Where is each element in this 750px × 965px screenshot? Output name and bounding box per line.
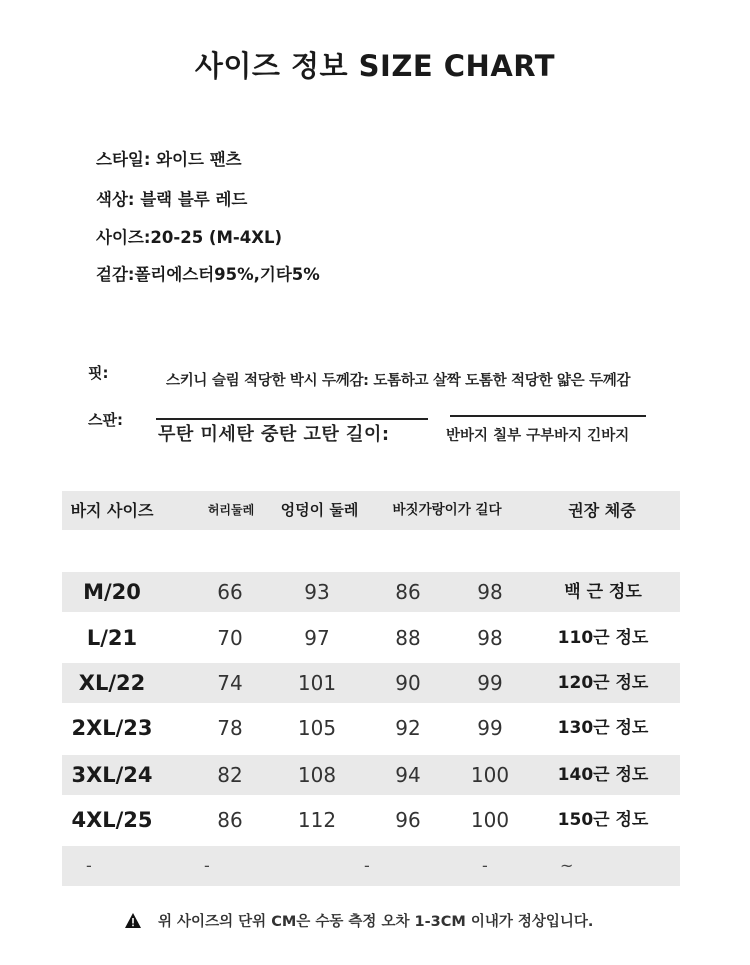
hip-cell: 101	[297, 671, 337, 695]
blank-cell: ~	[560, 856, 574, 875]
size-cell: 2XL/23	[71, 716, 153, 740]
header-weight: 권장 체중	[568, 501, 636, 520]
length-cell-2: 98	[477, 626, 503, 650]
table-header	[62, 491, 680, 530]
length-cell-2: 100	[470, 808, 510, 832]
waist-cell: 66	[217, 580, 243, 604]
blank-cell: -	[204, 856, 210, 875]
weight-cell: 130근 정도	[557, 718, 649, 738]
waist-cell: 82	[217, 763, 243, 787]
fit-label: 핏:	[88, 364, 109, 382]
page-title: 사이즈 정보 SIZE CHART	[194, 49, 556, 83]
length-cell: 96	[395, 808, 421, 832]
fabric-info: 겉감:폴리에스터95%,기타5%	[96, 265, 320, 284]
blank-cell: -	[364, 856, 370, 875]
style-info: 스타일: 와이드 팬츠	[96, 150, 242, 169]
header-size: 바지 사이즈	[70, 501, 154, 520]
measurement-note: 위 사이즈의 단위 CM은 수동 측정 오차 1-3CM 이내가 정상입니다.	[158, 914, 594, 930]
weight-cell: 120근 정도	[557, 673, 649, 693]
header-length: 바짓가랑이가 길다	[392, 502, 502, 518]
length-cell-2: 99	[477, 716, 503, 740]
header-hip: 엉덩이 둘레	[280, 501, 359, 519]
header-waist: 허리둘레	[207, 503, 255, 517]
warning-icon	[124, 912, 142, 929]
table-row	[62, 800, 680, 840]
hip-cell: 108	[297, 763, 337, 787]
length-cell: 90	[395, 671, 421, 695]
length-cell-2: 100	[470, 763, 510, 787]
waist-cell: 74	[217, 671, 243, 695]
hip-cell: 97	[304, 626, 330, 650]
divider	[450, 415, 646, 417]
hip-cell: 105	[297, 716, 337, 740]
blank-cell: -	[86, 856, 92, 875]
size-range-info: 사이즈:20-25 (M-4XL)	[96, 228, 282, 247]
table-row	[62, 572, 680, 612]
fit-options: 스키니 슬림 적당한 박시 두께감: 도톰하고 살짝 도톰한 적당한 얇은 두께감	[166, 373, 631, 389]
size-cell: 3XL/24	[71, 763, 153, 787]
table-row	[62, 846, 680, 886]
stretch-options: 무탄 미세탄 중탄 고탄 길이:	[158, 424, 390, 445]
table-row	[62, 618, 680, 658]
length-cell-2: 99	[477, 671, 503, 695]
weight-cell: 150근 정도	[557, 810, 649, 830]
length-cell: 86	[395, 580, 421, 604]
table-row	[62, 755, 680, 795]
size-cell: L/21	[86, 626, 138, 650]
waist-cell: 78	[217, 716, 243, 740]
weight-cell: 140근 정도	[557, 765, 649, 785]
waist-cell: 70	[217, 626, 243, 650]
waist-cell: 86	[217, 808, 243, 832]
table-row	[62, 663, 680, 703]
length-cell: 92	[395, 716, 421, 740]
stretch-label: 스판:	[88, 411, 123, 429]
size-cell: M/20	[83, 580, 141, 604]
length-options: 반바지 칠부 구부바지 긴바지	[446, 428, 630, 444]
blank-cell: -	[482, 856, 488, 875]
color-info: 색상: 블랙 블루 레드	[96, 190, 248, 209]
table-row	[62, 708, 680, 748]
hip-cell: 93	[304, 580, 330, 604]
hip-cell: 112	[297, 808, 337, 832]
length-cell-2: 98	[477, 580, 503, 604]
size-cell: XL/22	[78, 671, 146, 695]
length-cell: 88	[395, 626, 421, 650]
weight-cell: 110근 정도	[557, 628, 649, 648]
size-cell: 4XL/25	[71, 808, 153, 832]
weight-cell: 백 근 정도	[564, 582, 642, 602]
length-cell: 94	[395, 763, 421, 787]
